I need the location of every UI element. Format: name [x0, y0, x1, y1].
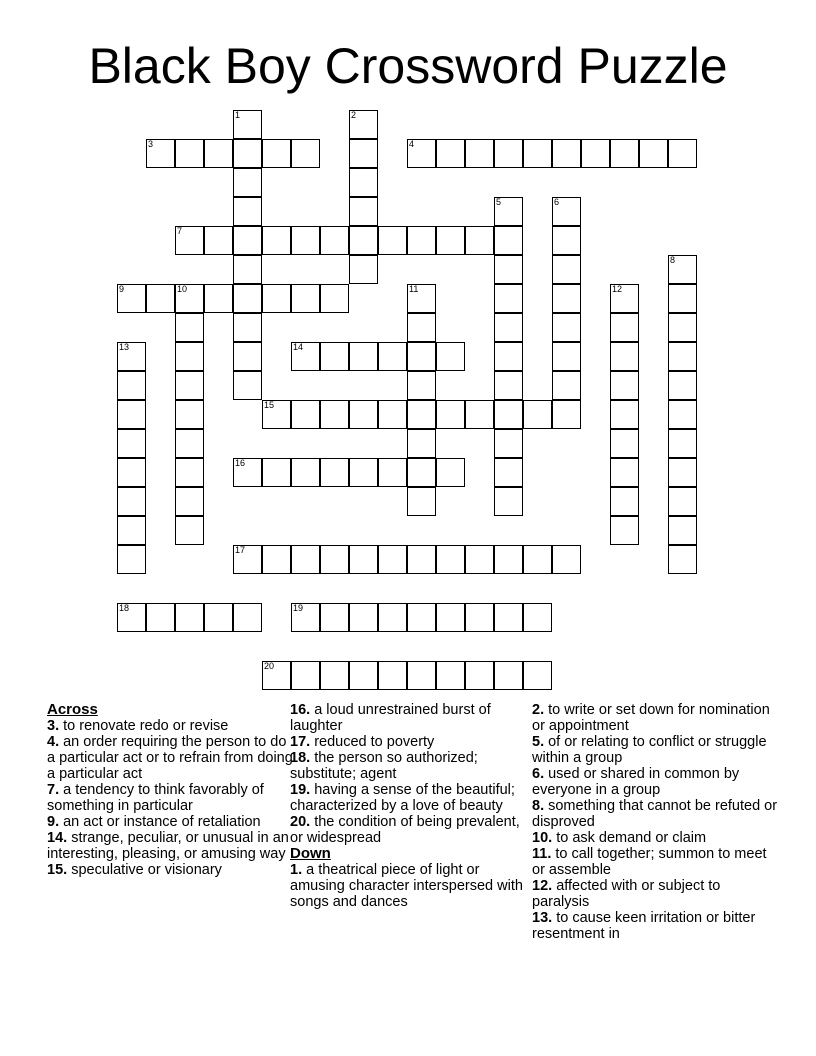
grid-cell[interactable]: [117, 342, 146, 371]
grid-cell[interactable]: [378, 342, 407, 371]
clue-text: of or relating to conflict or struggle within a group: [532, 734, 767, 766]
grid-cell[interactable]: [291, 139, 320, 168]
grid-cell[interactable]: [552, 400, 581, 429]
down-clue: [290, 862, 536, 910]
clue-number: 10.: [532, 830, 553, 846]
clue-number: 6.: [532, 766, 545, 782]
grid-cell[interactable]: [233, 313, 262, 342]
clue-number: 1.: [290, 862, 303, 878]
clue-number: 6: [554, 197, 560, 207]
grid-cell[interactable]: [523, 603, 552, 632]
grid-cell[interactable]: [407, 400, 436, 429]
grid-cell[interactable]: [349, 255, 378, 284]
clue-number: 4: [409, 139, 415, 149]
grid-cell[interactable]: [407, 429, 436, 458]
grid-cell[interactable]: [117, 284, 146, 313]
grid-cell[interactable]: [349, 400, 378, 429]
grid-cell[interactable]: [668, 313, 697, 342]
grid-cell[interactable]: [175, 429, 204, 458]
clue-text: used or shared in common by everyone in a group: [532, 766, 740, 798]
grid-cell[interactable]: [610, 487, 639, 516]
grid-cell[interactable]: [262, 139, 291, 168]
grid-cell[interactable]: [523, 661, 552, 690]
grid-cell[interactable]: [668, 284, 697, 313]
grid-cell[interactable]: [262, 400, 291, 429]
grid-cell[interactable]: [436, 545, 465, 574]
grid-cell[interactable]: [175, 284, 204, 313]
clue-number: 17: [235, 545, 246, 555]
across-clue: [47, 814, 293, 830]
across-clue: [290, 702, 536, 734]
grid-cell[interactable]: [175, 516, 204, 545]
grid-cell[interactable]: [668, 342, 697, 371]
grid-cell[interactable]: [494, 487, 523, 516]
grid-cell[interactable]: [146, 139, 175, 168]
grid-cell[interactable]: [378, 661, 407, 690]
clue-number: 18.: [290, 750, 311, 766]
grid-cell[interactable]: [494, 545, 523, 574]
clue-text: an order requiring the person to do a particular act or to refrain from doing a particular act: [47, 734, 293, 782]
grid-cell[interactable]: [407, 226, 436, 255]
grid-cell[interactable]: [349, 168, 378, 197]
grid-cell[interactable]: [610, 400, 639, 429]
across-clue: [290, 782, 536, 814]
grid-cell[interactable]: [378, 603, 407, 632]
grid-cell[interactable]: [610, 342, 639, 371]
clue-number: 8.: [532, 798, 545, 814]
clue-number: 20: [264, 661, 275, 671]
grid-cell[interactable]: [668, 458, 697, 487]
grid-cell[interactable]: [320, 545, 349, 574]
grid-cell[interactable]: [117, 487, 146, 516]
down-clue: [532, 846, 778, 878]
grid-cell[interactable]: [552, 284, 581, 313]
clue-number: 9.: [47, 814, 60, 830]
clue-number: 18: [119, 603, 130, 613]
grid-cell[interactable]: [465, 226, 494, 255]
clue-text: to write or set down for nomination or appointment: [532, 702, 770, 734]
page-title: Black Boy Crossword Puzzle: [88, 38, 728, 94]
grid-cell[interactable]: [668, 487, 697, 516]
down-clue: [532, 830, 778, 846]
grid-cell[interactable]: [494, 603, 523, 632]
grid-cell[interactable]: [117, 371, 146, 400]
across-clue: [290, 750, 536, 782]
grid-cell[interactable]: [465, 661, 494, 690]
grid-cell[interactable]: [436, 139, 465, 168]
clue-number: 12: [612, 284, 623, 294]
grid-cell[interactable]: [494, 139, 523, 168]
grid-cell[interactable]: [610, 371, 639, 400]
grid-cell[interactable]: [407, 139, 436, 168]
grid-cell[interactable]: [291, 603, 320, 632]
grid-cell[interactable]: [175, 371, 204, 400]
grid-cell[interactable]: [291, 400, 320, 429]
clue-text: a loud unrestrained burst of laughter: [290, 702, 491, 734]
grid-cell[interactable]: [349, 603, 378, 632]
grid-cell[interactable]: [552, 545, 581, 574]
grid-cell[interactable]: [262, 545, 291, 574]
grid-cell[interactable]: [494, 226, 523, 255]
clue-number: 11.: [532, 846, 552, 862]
clues-column-2: [290, 702, 536, 910]
grid-cell[interactable]: [581, 139, 610, 168]
down-clue: [532, 734, 778, 766]
clue-number: 10: [177, 284, 188, 294]
grid-cell[interactable]: [117, 603, 146, 632]
grid-cell[interactable]: [523, 545, 552, 574]
clue-number: 1: [235, 110, 241, 120]
clue-number: 5.: [532, 734, 545, 750]
grid-cell[interactable]: [320, 226, 349, 255]
grid-cell[interactable]: [320, 400, 349, 429]
grid-cell[interactable]: [668, 255, 697, 284]
grid-cell[interactable]: [233, 371, 262, 400]
grid-cell[interactable]: [320, 342, 349, 371]
clue-text: having a sense of the beautiful; characterized by a love of beauty: [290, 782, 515, 814]
grid-cell[interactable]: [233, 545, 262, 574]
grid-cell[interactable]: [175, 458, 204, 487]
grid-cell[interactable]: [436, 603, 465, 632]
clue-number: 13: [119, 342, 130, 352]
grid-cell[interactable]: [349, 342, 378, 371]
clues-column-1: [47, 702, 293, 878]
grid-cell[interactable]: [117, 516, 146, 545]
grid-cell[interactable]: [668, 139, 697, 168]
clue-text: affected with or subject to paralysis: [532, 878, 721, 910]
grid-cell[interactable]: [436, 400, 465, 429]
grid-cell[interactable]: [204, 139, 233, 168]
grid-cell[interactable]: [494, 284, 523, 313]
grid-cell[interactable]: [349, 458, 378, 487]
grid-cell[interactable]: [175, 603, 204, 632]
grid-cell[interactable]: [175, 400, 204, 429]
clue-number: 5: [496, 197, 502, 207]
grid-cell[interactable]: [291, 661, 320, 690]
clue-text: to renovate redo or revise: [59, 718, 229, 734]
grid-cell[interactable]: [407, 545, 436, 574]
grid-cell[interactable]: [552, 371, 581, 400]
clue-number: 12.: [532, 878, 553, 894]
grid-cell[interactable]: [668, 516, 697, 545]
grid-cell[interactable]: [117, 429, 146, 458]
grid-cell[interactable]: [610, 516, 639, 545]
grid-cell[interactable]: [233, 110, 262, 139]
grid-cell[interactable]: [175, 139, 204, 168]
grid-cell[interactable]: [494, 313, 523, 342]
grid-cell[interactable]: [117, 545, 146, 574]
down-clue: [532, 702, 778, 734]
grid-cell[interactable]: [465, 400, 494, 429]
across-clue: [47, 718, 293, 734]
grid-cell[interactable]: [349, 139, 378, 168]
grid-cell[interactable]: [175, 342, 204, 371]
grid-cell[interactable]: [436, 661, 465, 690]
grid-cell[interactable]: [204, 226, 233, 255]
grid-cell[interactable]: [407, 458, 436, 487]
across-clue: [47, 862, 293, 878]
clue-number: 2.: [532, 702, 545, 718]
grid-cell[interactable]: [146, 284, 175, 313]
clue-text: a tendency to think favorably of something in particular: [47, 782, 264, 814]
clue-number: 15: [264, 400, 275, 410]
grid-cell[interactable]: [349, 110, 378, 139]
grid-cell[interactable]: [494, 458, 523, 487]
grid-cell[interactable]: [639, 139, 668, 168]
clue-number: 19.: [290, 782, 311, 798]
grid-cell[interactable]: [494, 400, 523, 429]
clue-number: 19: [293, 603, 304, 613]
grid-cell[interactable]: [117, 458, 146, 487]
grid-cell[interactable]: [233, 197, 262, 226]
grid-cell[interactable]: [523, 139, 552, 168]
grid-cell[interactable]: [407, 284, 436, 313]
grid-cell[interactable]: [436, 458, 465, 487]
grid-cell[interactable]: [407, 371, 436, 400]
clue-number: 16.: [290, 702, 311, 718]
down-clue: [532, 798, 778, 830]
clue-text: strange, peculiar, or unusual in an interesting, pleasing, or amusing way: [47, 830, 289, 862]
clue-number: 15.: [47, 862, 68, 878]
grid-cell[interactable]: [465, 603, 494, 632]
grid-cell[interactable]: [378, 458, 407, 487]
grid-cell[interactable]: [610, 429, 639, 458]
clue-number: 3.: [47, 718, 60, 734]
grid-cell[interactable]: [320, 661, 349, 690]
down-heading: Down: [290, 845, 331, 862]
grid-cell[interactable]: [668, 371, 697, 400]
grid-cell[interactable]: [465, 139, 494, 168]
grid-cell[interactable]: [494, 371, 523, 400]
across-heading: Across: [47, 701, 98, 718]
grid-cell[interactable]: [436, 342, 465, 371]
grid-cell[interactable]: [262, 661, 291, 690]
grid-cell[interactable]: [262, 284, 291, 313]
clue-number: 2: [351, 110, 357, 120]
grid-cell[interactable]: [262, 226, 291, 255]
grid-cell[interactable]: [349, 661, 378, 690]
grid-cell[interactable]: [523, 400, 552, 429]
grid-cell[interactable]: [204, 603, 233, 632]
grid-cell[interactable]: [668, 545, 697, 574]
grid-cell[interactable]: [233, 226, 262, 255]
grid-cell[interactable]: [291, 226, 320, 255]
grid-cell[interactable]: [552, 197, 581, 226]
clue-number: 7: [177, 226, 183, 236]
clue-number: 9: [119, 284, 125, 294]
grid-cell[interactable]: [552, 342, 581, 371]
grid-cell[interactable]: [378, 226, 407, 255]
grid-cell[interactable]: [291, 284, 320, 313]
down-clue: [532, 766, 778, 798]
grid-cell[interactable]: [320, 603, 349, 632]
clue-number: 7.: [47, 782, 60, 798]
clue-number: 8: [670, 255, 676, 265]
grid-cell[interactable]: [610, 139, 639, 168]
grid-cell[interactable]: [175, 226, 204, 255]
grid-cell[interactable]: [668, 429, 697, 458]
grid-cell[interactable]: [436, 226, 465, 255]
across-clue: [290, 734, 536, 750]
across-clue: [47, 782, 293, 814]
grid-cell[interactable]: [494, 255, 523, 284]
grid-cell[interactable]: [494, 342, 523, 371]
grid-cell[interactable]: [117, 400, 146, 429]
clue-number: 14.: [47, 830, 68, 846]
across-clue: [290, 814, 536, 846]
clue-text: speculative or visionary: [67, 862, 222, 878]
grid-cell[interactable]: [610, 284, 639, 313]
grid-cell[interactable]: [349, 226, 378, 255]
grid-cell[interactable]: [407, 603, 436, 632]
clue-text: a theatrical piece of light or amusing character interspersed with songs and dances: [290, 862, 523, 910]
grid-cell[interactable]: [494, 429, 523, 458]
grid-cell[interactable]: [407, 313, 436, 342]
grid-cell[interactable]: [378, 545, 407, 574]
down-clue: [532, 878, 778, 910]
clue-text: to call together; summon to meet or assemble: [532, 846, 767, 878]
clue-number: 16: [235, 458, 246, 468]
grid-cell[interactable]: [465, 545, 494, 574]
clue-text: an act or instance of retaliation: [59, 814, 261, 830]
grid-cell[interactable]: [320, 284, 349, 313]
clue-text: reduced to poverty: [310, 734, 435, 750]
clue-number: 3: [148, 139, 154, 149]
down-clue: [532, 910, 778, 942]
grid-cell[interactable]: [552, 226, 581, 255]
grid-cell[interactable]: [407, 661, 436, 690]
clue-number: 4.: [47, 734, 60, 750]
clue-text: something that cannot be refuted or disproved: [532, 798, 778, 830]
grid-cell[interactable]: [175, 487, 204, 516]
clue-text: to ask demand or claim: [552, 830, 707, 846]
clue-number: 20.: [290, 814, 311, 830]
clue-number: 14: [293, 342, 304, 352]
clue-number: 11: [409, 284, 419, 294]
grid-cell[interactable]: [320, 458, 349, 487]
grid-cell[interactable]: [291, 545, 320, 574]
grid-cell[interactable]: [233, 603, 262, 632]
grid-cell[interactable]: [349, 545, 378, 574]
grid-cell[interactable]: [291, 458, 320, 487]
grid-cell[interactable]: [407, 487, 436, 516]
grid-cell[interactable]: [407, 342, 436, 371]
clue-text: to cause keen irritation or bitter resentment in: [532, 910, 756, 942]
clue-text: the condition of being prevalent, or widespread: [290, 814, 520, 846]
grid-cell[interactable]: [233, 255, 262, 284]
clue-text: the person so authorized; substitute; agent: [290, 750, 478, 782]
grid-cell[interactable]: [494, 661, 523, 690]
clue-number: 13.: [532, 910, 553, 926]
grid-cell[interactable]: [204, 284, 233, 313]
grid-cell[interactable]: [552, 139, 581, 168]
grid-cell[interactable]: [552, 255, 581, 284]
grid-cell[interactable]: [233, 458, 262, 487]
across-clue: [47, 734, 293, 782]
clue-number: 17.: [290, 734, 311, 750]
clues-column-3: [532, 702, 778, 942]
grid-cell[interactable]: [494, 197, 523, 226]
grid-cell[interactable]: [668, 400, 697, 429]
grid-cell[interactable]: [291, 342, 320, 371]
grid-cell[interactable]: [610, 313, 639, 342]
grid-cell[interactable]: [233, 342, 262, 371]
grid-cell[interactable]: [552, 313, 581, 342]
grid-cell[interactable]: [610, 458, 639, 487]
grid-cell[interactable]: [146, 603, 175, 632]
across-clue: [47, 830, 293, 862]
grid-cell[interactable]: [349, 197, 378, 226]
grid-cell[interactable]: [262, 458, 291, 487]
grid-cell[interactable]: [233, 284, 262, 313]
grid-cell[interactable]: [175, 313, 204, 342]
grid-cell[interactable]: [378, 400, 407, 429]
grid-cell[interactable]: [233, 168, 262, 197]
grid-cell[interactable]: [233, 139, 262, 168]
